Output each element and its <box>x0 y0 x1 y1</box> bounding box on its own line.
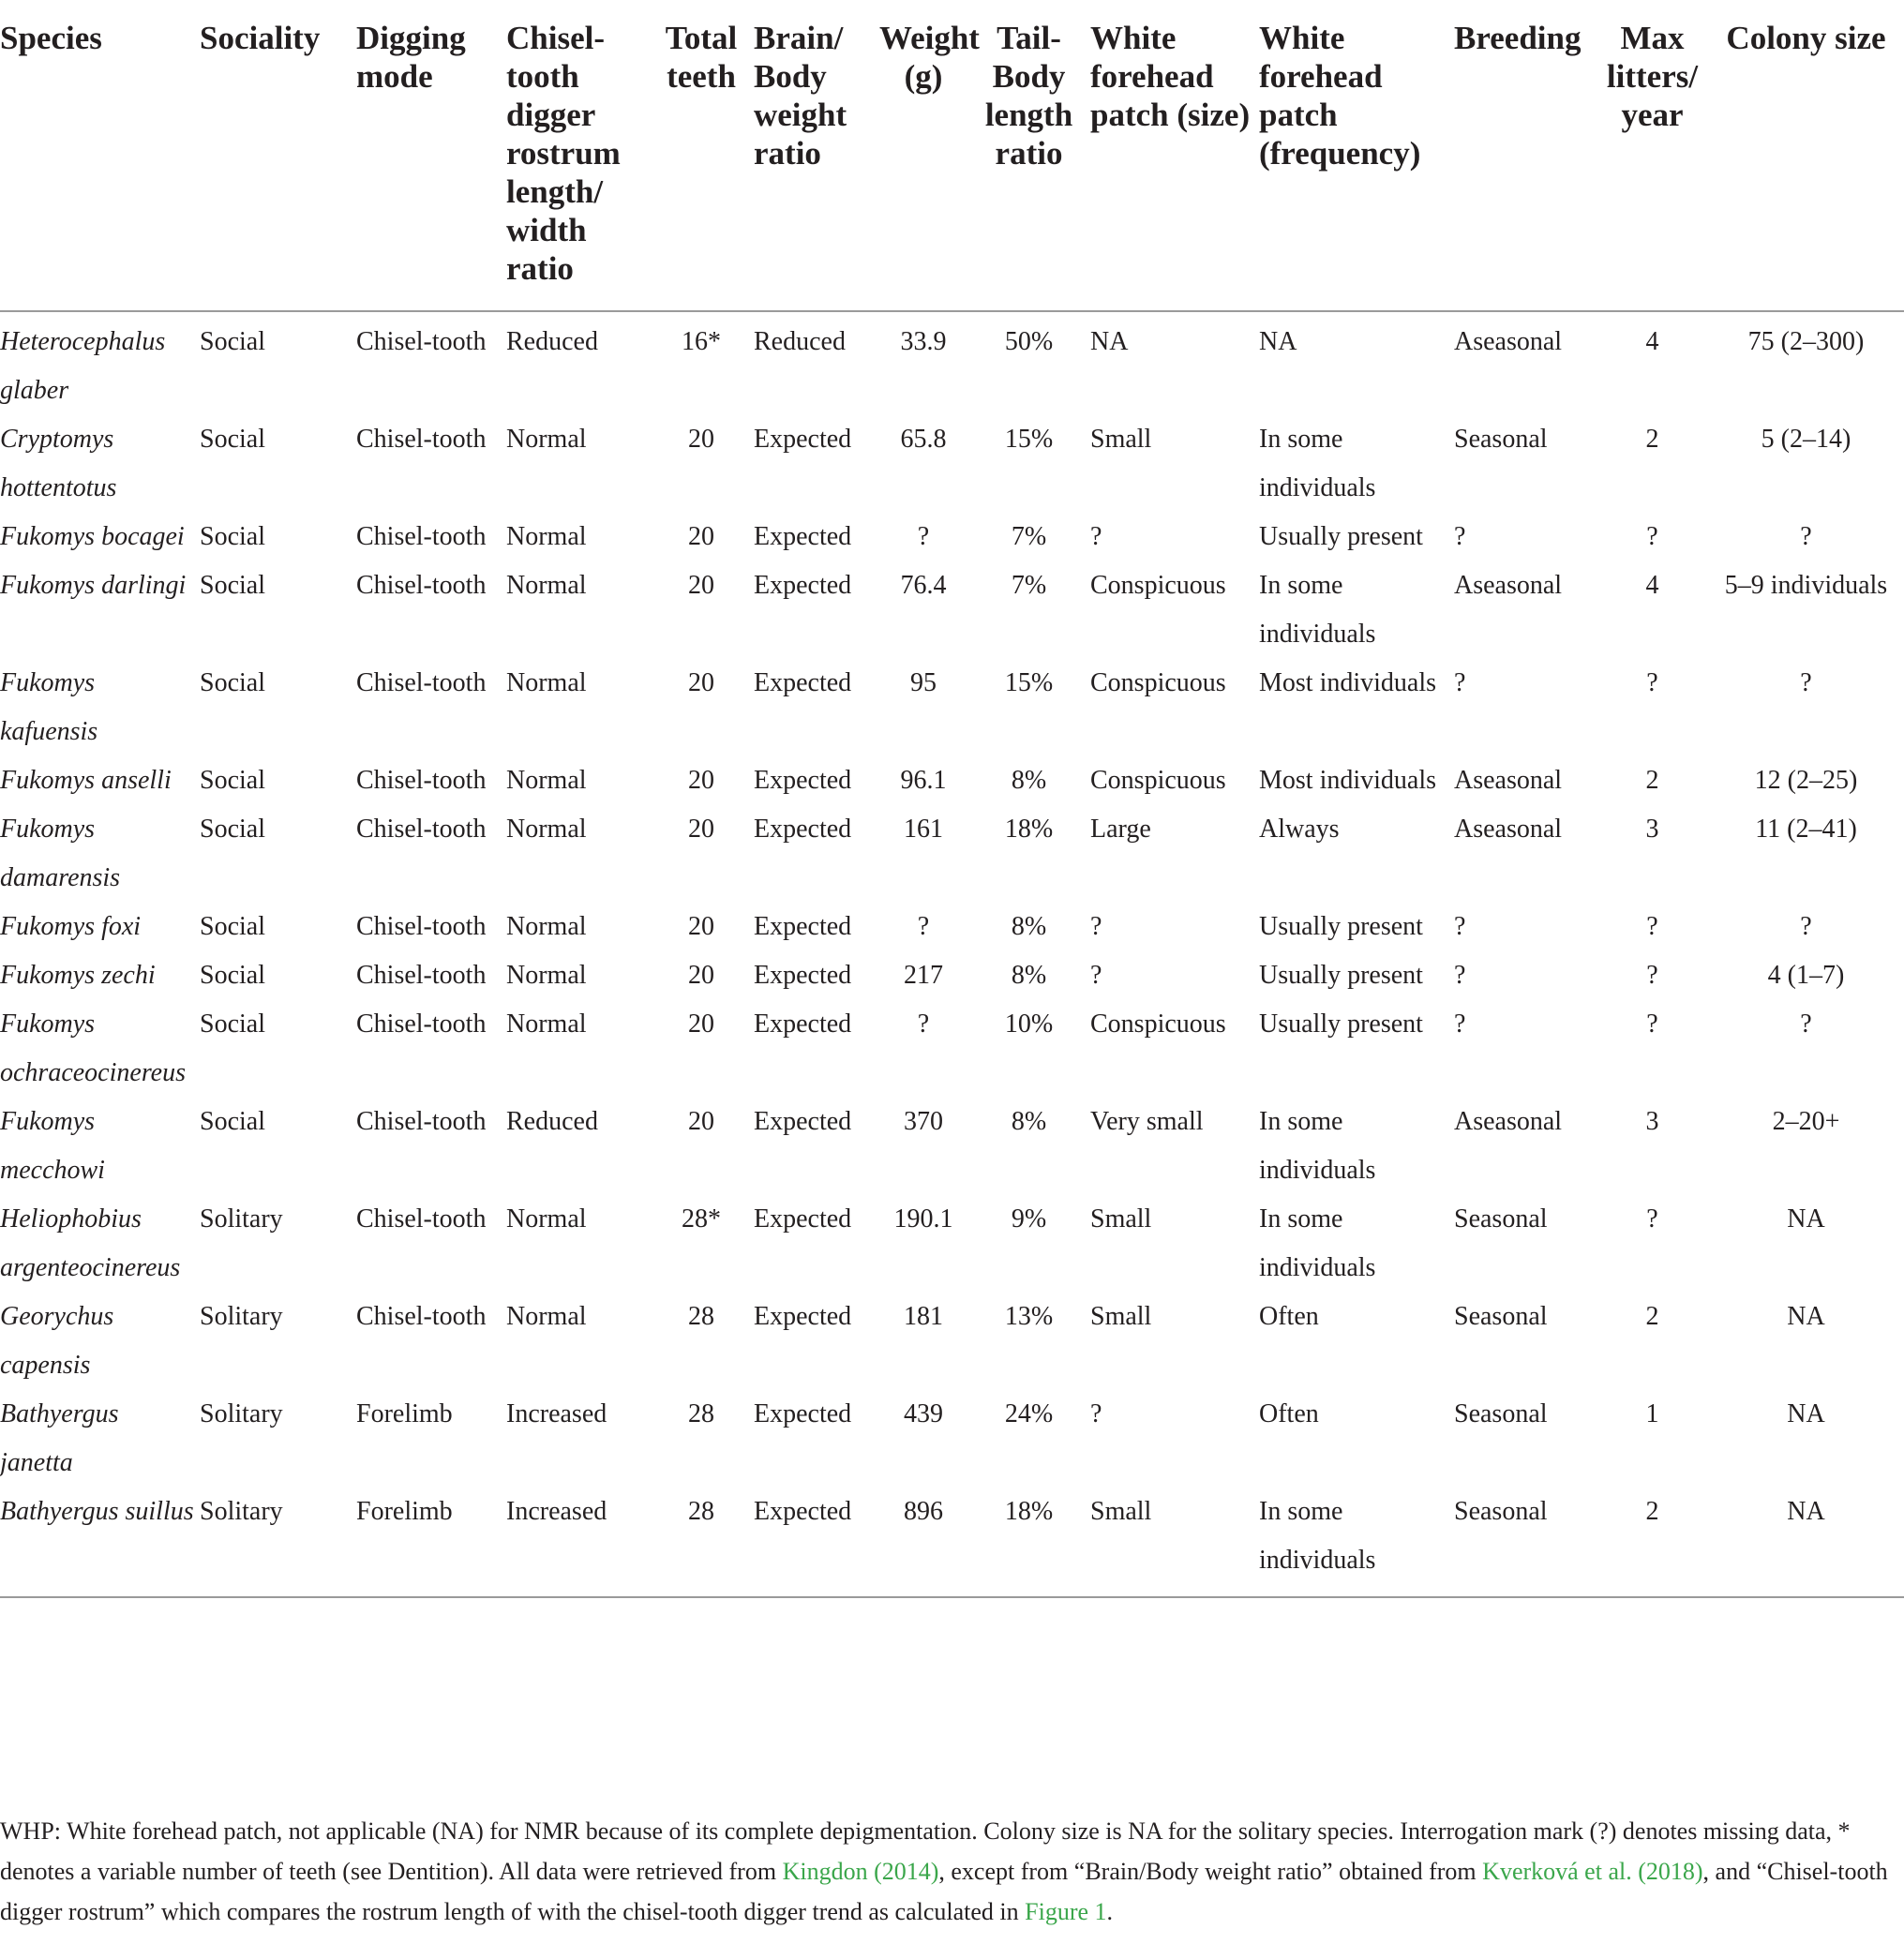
cell-species: Bathyergus janetta <box>0 1399 119 1477</box>
table-row <box>0 1000 1904 1098</box>
cell-whp-frequency: Usually present <box>1259 1009 1423 1039</box>
cell-sociality: Social <box>200 668 265 697</box>
cell-weight: 190.1 <box>893 1204 953 1234</box>
cell-colony-size: ? <box>1800 668 1812 697</box>
cell-colony-size: ? <box>1800 522 1812 551</box>
kverkova-2018-link[interactable]: Kverková et al. (2018) <box>1482 1858 1703 1885</box>
table-row <box>0 415 1904 513</box>
cell-max-litters: ? <box>1646 668 1658 697</box>
header-sociality: Sociality <box>200 0 356 311</box>
cell-total-teeth: 20 <box>688 571 714 600</box>
cell-species: Fukomys zechi <box>0 961 156 990</box>
cell-whp-frequency: Usually present <box>1259 961 1423 990</box>
cell-max-litters: 3 <box>1645 815 1659 844</box>
cell-rostrum-ratio: Reduced <box>506 327 598 356</box>
table-row <box>0 1195 1904 1293</box>
cell-max-litters: 2 <box>1645 766 1659 795</box>
cell-colony-size: 4 (1–7) <box>1767 961 1845 990</box>
cell-max-litters: ? <box>1646 1204 1658 1234</box>
cell-tail-body-ratio: 15% <box>1004 668 1054 697</box>
cell-weight: 95 <box>910 668 937 697</box>
header-whp-size: White forehead patch (size) <box>1090 0 1259 311</box>
cell-max-litters: 2 <box>1597 1488 1714 1597</box>
cell-breeding: Seasonal <box>1454 1399 1548 1428</box>
footnote-text-3: , and “Chisel-tooth digger rostrum” which compares the rostrum length of with the chisel-tooth digger trend as calculated in <box>0 1858 1888 1925</box>
cell-species: Fukomys kafuensis <box>0 668 98 746</box>
cell-max-litters: 4 <box>1645 327 1659 356</box>
cell-sociality: Social <box>200 425 265 454</box>
cell-whp-size: ? <box>1090 912 1102 941</box>
cell-weight: ? <box>917 1009 930 1039</box>
header-breeding: Breeding <box>1454 0 1597 311</box>
cell-species: Fukomys mecchowi <box>0 1107 105 1185</box>
cell-whp-size: Small <box>1090 1302 1152 1331</box>
cell-breeding: Aseasonal <box>1454 327 1563 356</box>
cell-digging-mode: Chisel-tooth <box>356 668 487 697</box>
header-max-litters: Max litters/ year <box>1597 0 1714 311</box>
cell-total-teeth: 20 <box>688 425 714 454</box>
cell-total-teeth: 20 <box>688 522 714 551</box>
footnote-text-2: , except from “Brain/Body weight ratio” obtained from <box>938 1858 1483 1885</box>
cell-breeding: Seasonal <box>1454 425 1548 454</box>
cell-tail-body-ratio: 18% <box>973 1488 1090 1597</box>
cell-max-litters: ? <box>1646 522 1658 551</box>
header-rostrum-ratio: Chisel-tooth digger rostrum length/ width ratio <box>506 0 654 311</box>
cell-brain-body-ratio: Expected <box>754 1302 852 1331</box>
cell-tail-body-ratio: 50% <box>1004 327 1054 356</box>
cell-tail-body-ratio: 8% <box>1011 766 1047 795</box>
cell-brain-body-ratio: Expected <box>754 522 852 551</box>
cell-weight: ? <box>917 522 930 551</box>
cell-colony-size: 5–9 individuals <box>1724 571 1888 600</box>
cell-whp-size: ? <box>1090 961 1102 990</box>
cell-brain-body-ratio: Expected <box>754 571 852 600</box>
cell-weight: 439 <box>904 1399 943 1428</box>
cell-species: Fukomys foxi <box>0 912 142 941</box>
cell-digging-mode: Chisel-tooth <box>356 961 487 990</box>
cell-sociality: Social <box>200 327 265 356</box>
cell-whp-size: Conspicuous <box>1090 571 1226 600</box>
figure-1-link[interactable]: Figure 1 <box>1025 1898 1107 1925</box>
cell-sociality: Social <box>200 1107 265 1136</box>
cell-total-teeth: 28* <box>682 1204 721 1234</box>
cell-max-litters: ? <box>1646 961 1658 990</box>
header-whp-frequency: White forehead patch (frequency) <box>1259 0 1454 311</box>
cell-weight: 370 <box>904 1107 943 1136</box>
cell-species: Fukomys anselli <box>0 766 172 795</box>
cell-rostrum-ratio: Normal <box>506 668 587 697</box>
cell-breeding: Aseasonal <box>1454 571 1563 600</box>
cell-brain-body-ratio: Reduced <box>754 327 846 356</box>
cell-species: Cryptomys hottentotus <box>0 425 117 502</box>
cell-rostrum-ratio: Normal <box>506 766 587 795</box>
cell-max-litters: 1 <box>1645 1399 1659 1428</box>
header-tail-body-ratio: Tail-Body length ratio <box>973 0 1090 311</box>
cell-whp-frequency: In some individuals <box>1259 1204 1376 1282</box>
cell-whp-size: ? <box>1090 1399 1102 1428</box>
cell-sociality: Solitary <box>200 1399 283 1428</box>
cell-tail-body-ratio: 24% <box>1004 1399 1054 1428</box>
cell-colony-size: ? <box>1800 1009 1812 1039</box>
cell-total-teeth: 20 <box>688 961 714 990</box>
cell-species: Fukomys damarensis <box>0 815 121 892</box>
cell-rostrum-ratio: Normal <box>506 1302 587 1331</box>
cell-rostrum-ratio: Normal <box>506 571 587 600</box>
cell-whp-size: Small <box>1090 425 1152 454</box>
footnote-text-4: . <box>1106 1898 1114 1925</box>
table-row <box>0 513 1904 561</box>
cell-weight: 96.1 <box>900 766 947 795</box>
cell-total-teeth: 20 <box>688 912 714 941</box>
cell-brain-body-ratio: Expected <box>754 815 852 844</box>
cell-sociality: Social <box>200 522 265 551</box>
cell-breeding: Aseasonal <box>1454 815 1563 844</box>
cell-whp-size: NA <box>1090 327 1129 356</box>
cell-whp-frequency: In some individuals <box>1259 571 1376 649</box>
cell-weight: 217 <box>904 961 943 990</box>
cell-whp-frequency: Often <box>1259 1302 1319 1331</box>
header-colony-size: Colony size <box>1714 0 1904 311</box>
cell-whp-frequency: Usually present <box>1259 522 1423 551</box>
table-row <box>0 756 1904 805</box>
cell-tail-body-ratio: 8% <box>1011 961 1047 990</box>
cell-total-teeth: 28 <box>654 1488 754 1597</box>
cell-tail-body-ratio: 7% <box>1011 522 1047 551</box>
cell-whp-size: Small <box>1090 1488 1259 1597</box>
cell-breeding: Seasonal <box>1454 1488 1597 1597</box>
cell-whp-frequency: Always <box>1259 815 1340 844</box>
cell-sociality: Social <box>200 766 265 795</box>
cell-whp-size: ? <box>1090 522 1102 551</box>
cell-whp-size: Large <box>1090 815 1151 844</box>
cell-rostrum-ratio: Normal <box>506 1009 587 1039</box>
cell-whp-frequency: NA <box>1259 327 1297 356</box>
cell-sociality: Social <box>200 961 265 990</box>
cell-colony-size: NA <box>1787 1204 1825 1234</box>
cell-breeding: ? <box>1454 522 1466 551</box>
cell-rostrum-ratio: Reduced <box>506 1107 598 1136</box>
cell-whp-size: Small <box>1090 1204 1152 1234</box>
cell-brain-body-ratio: Expected <box>754 1488 879 1597</box>
cell-total-teeth: 20 <box>688 1107 714 1136</box>
cell-brain-body-ratio: Expected <box>754 912 852 941</box>
cell-digging-mode: Chisel-tooth <box>356 425 487 454</box>
table-row <box>0 805 1904 903</box>
footnote-text-1: WHP: White forehead patch, not applicable (NA) for NMR because of its complete depigmentation. Colony size is NA for the solitary species. Interrogation mark (?) denotes missing data, * denotes a variable number of teeth (see Dentition). All data were retrieved from <box>0 1817 1851 1885</box>
cell-total-teeth: 28 <box>688 1399 714 1428</box>
cell-whp-frequency: Most individuals <box>1259 766 1437 795</box>
cell-tail-body-ratio: 15% <box>1004 425 1054 454</box>
cell-colony-size: 75 (2–300) <box>1747 327 1865 356</box>
cell-total-teeth: 20 <box>688 815 714 844</box>
cell-species: Georychus capensis <box>0 1302 114 1380</box>
cell-weight: 65.8 <box>900 425 947 454</box>
cell-max-litters: ? <box>1646 1009 1658 1039</box>
cell-breeding: ? <box>1454 912 1466 941</box>
cell-brain-body-ratio: Expected <box>754 668 852 697</box>
cell-breeding: ? <box>1454 961 1466 990</box>
cell-total-teeth: 20 <box>688 668 714 697</box>
header-brain-body-ratio: Brain/ Body weight ratio <box>754 0 879 311</box>
cell-rostrum-ratio: Normal <box>506 425 587 454</box>
table-footnote <box>0 1811 1894 1932</box>
cell-whp-size: Conspicuous <box>1090 766 1226 795</box>
cell-breeding: ? <box>1454 668 1466 697</box>
cell-total-teeth: 28 <box>688 1302 714 1331</box>
cell-brain-body-ratio: Expected <box>754 1399 852 1428</box>
table-row <box>0 1488 1904 1597</box>
header-row <box>0 0 1904 311</box>
cell-whp-size: Very small <box>1090 1107 1204 1136</box>
cell-brain-body-ratio: Expected <box>754 1204 852 1234</box>
cell-colony-size: 5 (2–14) <box>1761 425 1852 454</box>
cell-whp-frequency: Usually present <box>1259 912 1423 941</box>
cell-weight: 33.9 <box>900 327 947 356</box>
cell-tail-body-ratio: 13% <box>1004 1302 1054 1331</box>
cell-colony-size: NA <box>1714 1488 1904 1597</box>
cell-brain-body-ratio: Expected <box>754 1009 852 1039</box>
cell-species: Fukomys bocagei <box>0 522 185 551</box>
cell-digging-mode: Chisel-tooth <box>356 1302 487 1331</box>
cell-colony-size: ? <box>1800 912 1812 941</box>
cell-rostrum-ratio: Normal <box>506 961 587 990</box>
cell-weight: ? <box>917 912 930 941</box>
cell-breeding: Seasonal <box>1454 1302 1548 1331</box>
table-header <box>0 0 1904 311</box>
header-digging-mode: Digging mode <box>356 0 506 311</box>
cell-weight: 181 <box>904 1302 943 1331</box>
table-row <box>0 311 1904 415</box>
table-body <box>0 311 1904 1597</box>
header-species: Species <box>0 0 200 311</box>
cell-species: Heliophobius argenteocinereus <box>0 1204 181 1282</box>
cell-digging-mode: Chisel-tooth <box>356 912 487 941</box>
cell-rostrum-ratio: Increased <box>506 1488 654 1597</box>
cell-colony-size: NA <box>1787 1399 1825 1428</box>
header-weight: Weight (g) <box>879 0 973 311</box>
table-row <box>0 659 1904 756</box>
cell-weight: 161 <box>904 815 943 844</box>
cell-colony-size: 12 (2–25) <box>1754 766 1858 795</box>
cell-brain-body-ratio: Expected <box>754 766 852 795</box>
cell-tail-body-ratio: 8% <box>1011 912 1047 941</box>
cell-digging-mode: Forelimb <box>356 1488 506 1597</box>
cell-digging-mode: Forelimb <box>356 1399 453 1428</box>
cell-tail-body-ratio: 18% <box>1004 815 1054 844</box>
cell-max-litters: 2 <box>1645 425 1659 454</box>
cell-sociality: Social <box>200 571 265 600</box>
cell-total-teeth: 20 <box>688 1009 714 1039</box>
cell-total-teeth: 16* <box>682 327 721 356</box>
cell-digging-mode: Chisel-tooth <box>356 1107 487 1136</box>
cell-digging-mode: Chisel-tooth <box>356 327 487 356</box>
cell-sociality: Social <box>200 815 265 844</box>
cell-max-litters: 3 <box>1645 1107 1659 1136</box>
cell-species: Fukomys ochraceocinereus <box>0 1009 186 1087</box>
table-row <box>0 951 1904 1000</box>
cell-weight: 76.4 <box>900 571 947 600</box>
cell-whp-frequency: In some individuals <box>1259 1107 1376 1185</box>
cell-breeding: Aseasonal <box>1454 766 1563 795</box>
cell-colony-size: 2–20+ <box>1772 1107 1840 1136</box>
cell-tail-body-ratio: 9% <box>1011 1204 1047 1234</box>
cell-whp-frequency: Often <box>1259 1399 1319 1428</box>
cell-brain-body-ratio: Expected <box>754 425 852 454</box>
table-row <box>0 1293 1904 1390</box>
cell-colony-size: 11 (2–41) <box>1755 815 1857 844</box>
cell-digging-mode: Chisel-tooth <box>356 815 487 844</box>
cell-rostrum-ratio: Normal <box>506 1204 587 1234</box>
table-row <box>0 903 1904 951</box>
cell-brain-body-ratio: Expected <box>754 961 852 990</box>
cell-tail-body-ratio: 10% <box>1004 1009 1054 1039</box>
cell-rostrum-ratio: Increased <box>506 1399 607 1428</box>
cell-max-litters: 2 <box>1645 1302 1659 1331</box>
cell-sociality: Social <box>200 1009 265 1039</box>
cell-digging-mode: Chisel-tooth <box>356 1204 487 1234</box>
cell-tail-body-ratio: 8% <box>1011 1107 1047 1136</box>
kingdon-2014-link[interactable]: Kingdon (2014) <box>782 1858 939 1885</box>
cell-weight: 896 <box>879 1488 973 1597</box>
cell-rostrum-ratio: Normal <box>506 815 587 844</box>
cell-breeding: Seasonal <box>1454 1204 1548 1234</box>
cell-sociality: Solitary <box>200 1488 356 1597</box>
cell-colony-size: NA <box>1787 1302 1825 1331</box>
cell-species: Heterocephalus glaber <box>0 327 166 405</box>
cell-digging-mode: Chisel-tooth <box>356 522 487 551</box>
cell-digging-mode: Chisel-tooth <box>356 571 487 600</box>
cell-total-teeth: 20 <box>688 766 714 795</box>
cell-species: Bathyergus suillus <box>0 1488 200 1597</box>
cell-rostrum-ratio: Normal <box>506 522 587 551</box>
cell-sociality: Solitary <box>200 1302 283 1331</box>
table-row <box>0 1098 1904 1195</box>
cell-species: Fukomys darlingi <box>0 571 187 600</box>
cell-whp-size: Conspicuous <box>1090 1009 1226 1039</box>
cell-tail-body-ratio: 7% <box>1011 571 1047 600</box>
cell-max-litters: ? <box>1646 912 1658 941</box>
cell-breeding: Aseasonal <box>1454 1107 1563 1136</box>
cell-rostrum-ratio: Normal <box>506 912 587 941</box>
cell-sociality: Solitary <box>200 1204 283 1234</box>
cell-whp-size: Conspicuous <box>1090 668 1226 697</box>
cell-whp-frequency: In some individuals <box>1259 425 1376 502</box>
cell-digging-mode: Chisel-tooth <box>356 1009 487 1039</box>
header-total-teeth: Total teeth <box>654 0 754 311</box>
cell-digging-mode: Chisel-tooth <box>356 766 487 795</box>
cell-max-litters: 4 <box>1645 571 1659 600</box>
table-row <box>0 1390 1904 1488</box>
cell-brain-body-ratio: Expected <box>754 1107 852 1136</box>
cell-whp-frequency: In some individuals <box>1259 1488 1454 1597</box>
table-row <box>0 561 1904 659</box>
cell-whp-frequency: Most individuals <box>1259 668 1437 697</box>
cell-breeding: ? <box>1454 1009 1466 1039</box>
cell-sociality: Social <box>200 912 265 941</box>
